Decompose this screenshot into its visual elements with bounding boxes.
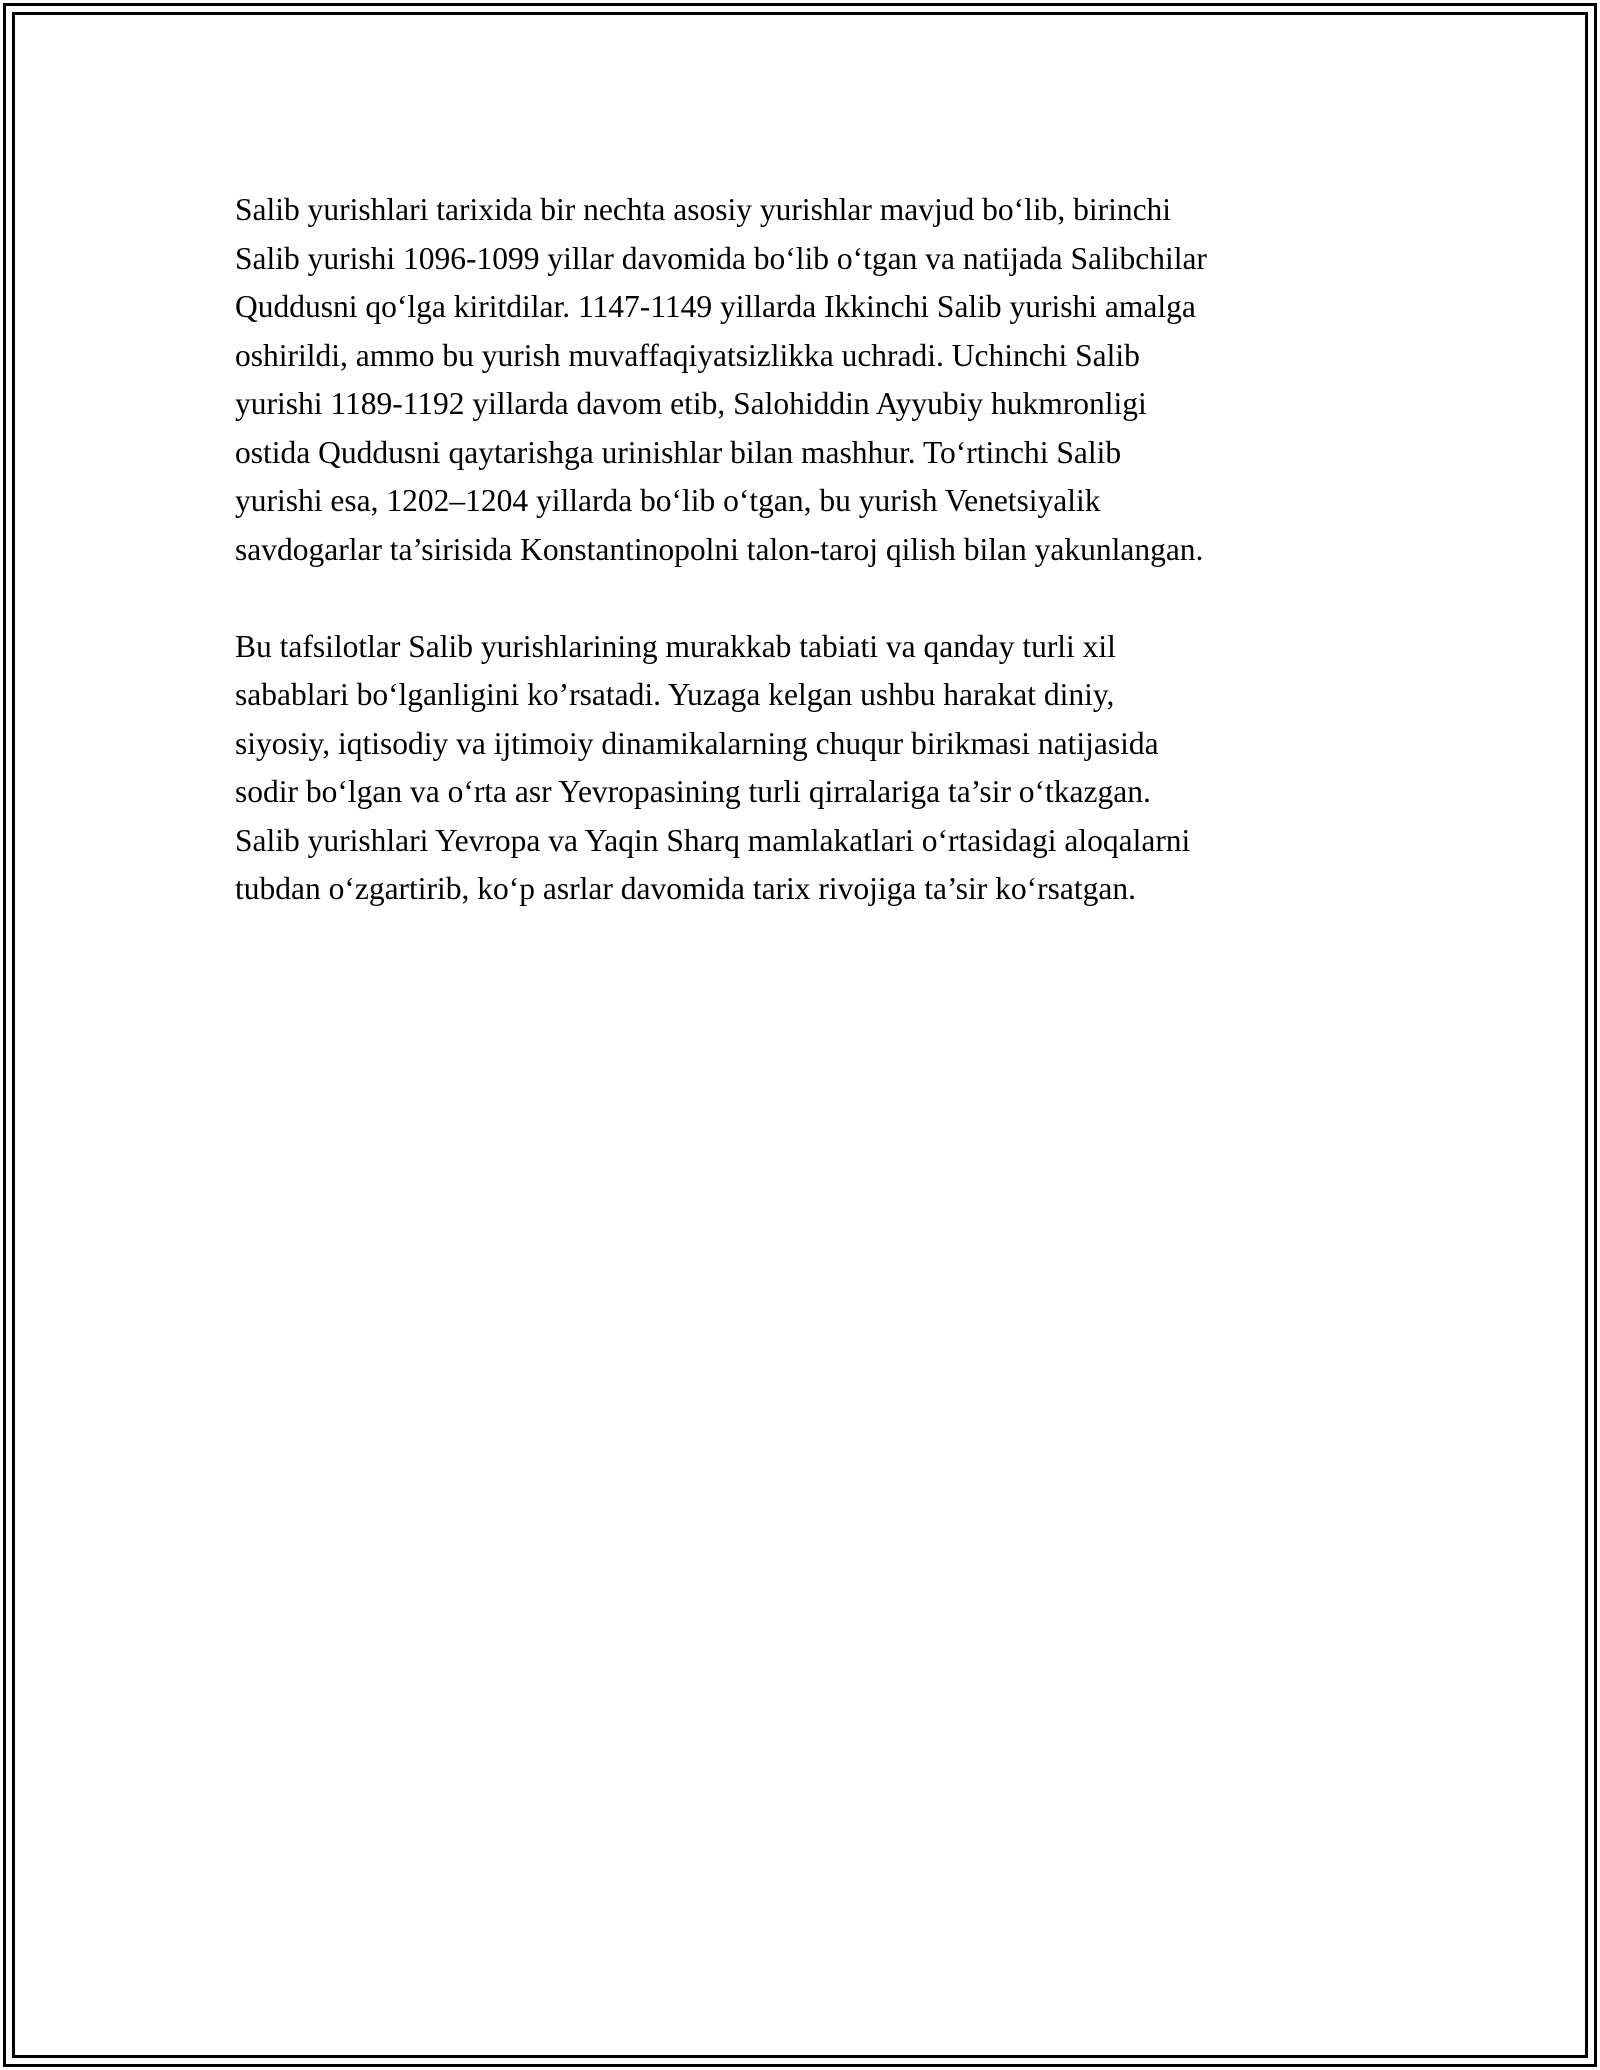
text-line: Bu tafsilotlar Salib yurishlarining murakkab tabiati va qanday turli xil [235,628,1116,664]
text-line: yurishi esa, 1202–1204 yillarda bo‘lib o‘tgan, bu yurish Venetsiyalik [235,483,1101,518]
text-line: oshirildi, ammo bu yurish muvaffaqiyatsizlikka uchradi. Uchinchi Salib [235,337,1140,373]
text-line: sodir bo‘lgan va o‘rta asr Yevropasining turli qirralariga ta’sir o‘tkazgan. [235,774,1151,809]
text-line: yurishi 1189-1192 yillarda davom etib, Salohiddin Ayyubiy hukmronligi [235,386,1147,421]
text-line: savdogarlar ta’sirisida Konstantinopolni talon-taroj qilish bilan yakunlangan. [235,531,1204,567]
text-line: siyosiy, iqtisodiy va ijtimoiy dinamikalarning chuqur birikmasi natijasida [235,725,1159,761]
text-line: Quddusni qo‘lga kiritdilar. 1147-1149 yillarda Ikkinchi Salib yurishi amalga [235,289,1196,324]
text-line: Salib yurishlari tarixida bir nechta asosiy yurishlar mavjud bo‘lib, birinchi [235,192,1172,227]
text-line: Salib yurishlari Yevropa va Yaqin Sharq mamlakatlari o‘rtasidagi aloqalarni [235,822,1191,858]
text-line: tubdan o‘zgartirib, ko‘p asrlar davomida tarix rivojiga ta’sir ko‘rsatgan. [235,871,1136,906]
text-line: sabablari bo‘lganligini ko’rsatadi. Yuzaga kelgan ushbu harakat diniy, [235,677,1115,712]
text-line: ostida Quddusni qaytarishga urinishlar bilan mashhur. To‘rtinchi Salib [235,434,1122,470]
document-body [235,186,1375,962]
paragraph-2 [235,623,1375,914]
text-line: Salib yurishi 1096-1099 yillar davomida bo‘lib o‘tgan va natijada Salibchilar [235,240,1207,276]
paragraph-1 [235,186,1375,574]
